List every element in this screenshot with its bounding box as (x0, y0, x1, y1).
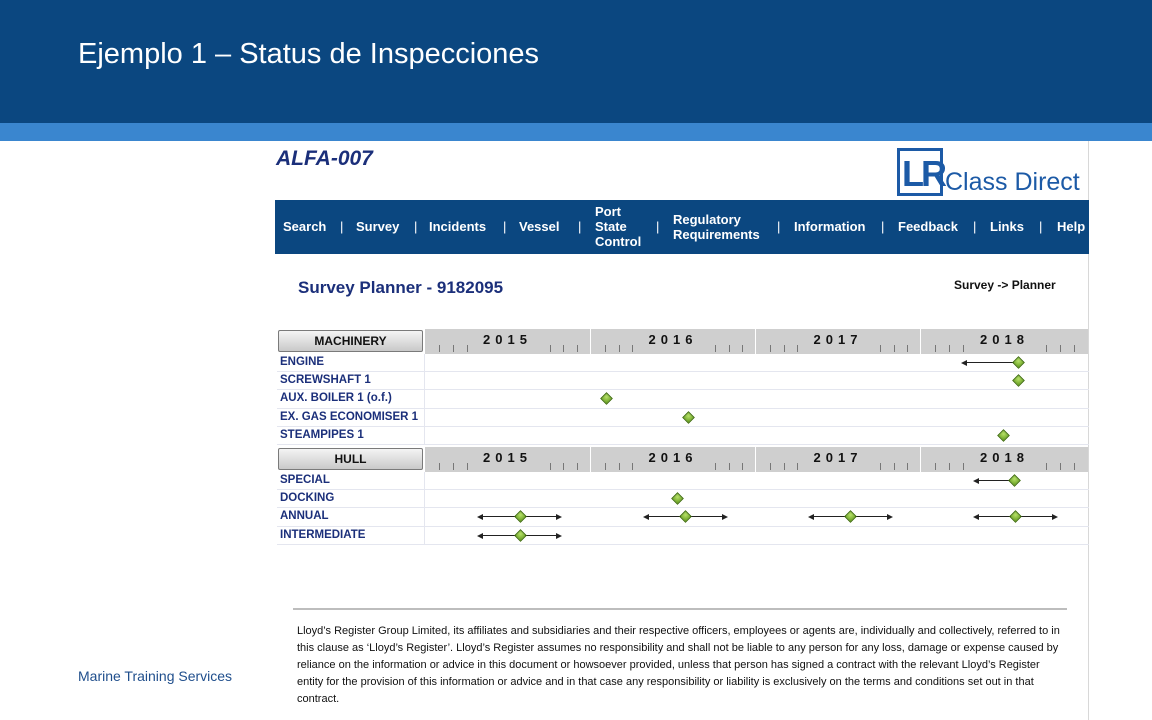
row-label[interactable]: AUX. BOILER 1 (o.f.) (280, 392, 392, 405)
range-line (977, 480, 1011, 481)
survey-due-marker[interactable] (514, 529, 527, 542)
hull-button[interactable]: HULL (278, 448, 423, 470)
row-label[interactable]: STEAMPIPES 1 (280, 428, 364, 441)
nav-separator: | (973, 219, 977, 234)
disclaimer-divider (293, 608, 1067, 610)
arrow-left-icon (808, 514, 814, 520)
range-line (965, 362, 1015, 363)
arrow-right-icon (722, 514, 728, 520)
month-tick (894, 345, 895, 352)
year-label: 2015 (483, 332, 532, 347)
month-tick (935, 345, 936, 352)
arrow-right-icon (556, 533, 562, 539)
planner-row-aux-boiler (277, 390, 1089, 408)
nav-separator: | (414, 219, 418, 234)
month-tick (605, 463, 606, 470)
machinery-button[interactable]: MACHINERY (278, 330, 423, 352)
month-tick (880, 463, 881, 470)
year-2015 (425, 329, 591, 354)
month-tick (632, 345, 633, 352)
month-tick (467, 345, 468, 352)
nav-help[interactable]: Help (1057, 219, 1086, 234)
year-2016 (591, 447, 756, 472)
lr-logo-icon (897, 148, 943, 196)
month-tick (632, 463, 633, 470)
nav-information[interactable]: Information (794, 219, 866, 234)
month-tick (880, 345, 881, 352)
month-tick (742, 463, 743, 470)
row-label[interactable]: EX. GAS ECONOMISER 1 (280, 410, 419, 423)
month-tick (467, 463, 468, 470)
nav-vessel[interactable]: Vessel (519, 219, 560, 234)
month-tick (619, 345, 620, 352)
section-header (277, 329, 1089, 354)
month-tick (770, 463, 771, 470)
month-tick (784, 345, 785, 352)
year-strip (425, 447, 1088, 472)
month-tick (577, 345, 578, 352)
survey-due-marker[interactable] (1012, 374, 1025, 387)
arrow-left-icon (643, 514, 649, 520)
slide-footer: Marine Training Services (78, 668, 233, 684)
slide-stripe (0, 123, 1152, 141)
arrow-right-icon (1052, 514, 1058, 520)
breadcrumb: Survey -> Planner (954, 278, 1056, 292)
row-label[interactable]: ENGINE (280, 356, 325, 368)
survey-due-marker[interactable] (671, 492, 684, 505)
month-tick (963, 463, 964, 470)
arrow-left-icon (961, 360, 967, 366)
year-label: 2018 (980, 450, 1029, 465)
month-tick (949, 345, 950, 352)
month-tick (453, 463, 454, 470)
nav-separator: | (578, 219, 582, 234)
planner-row-engine (277, 354, 1089, 372)
month-tick (1060, 463, 1061, 470)
month-tick (797, 345, 798, 352)
survey-due-marker[interactable] (1012, 356, 1025, 369)
row-label[interactable]: ANNUAL (280, 510, 329, 523)
month-tick (1074, 345, 1075, 352)
section-header (277, 447, 1089, 472)
nav-regulatory-requirements[interactable]: Regulatory Requirements (673, 212, 760, 242)
row-label[interactable]: DOCKING (280, 492, 335, 505)
month-tick (1046, 345, 1047, 352)
nav-survey[interactable]: Survey (356, 219, 400, 234)
planner-row-annual (277, 508, 1089, 526)
disclaimer-text: Lloyd’s Register Group Limited, its affiliates and subsidiaries and their respective officers, employees or agents are, individually and collectively, referred to in this clause as ‘Lloyd’s Register’. Lloyd’s Register assumes no responsibility and shall not be liable to any person for any loss, damage or expense caused by reliance on the information or advice in this document or howsoever provided, unless that person has signed a contract with the relevant Lloyd’s Register entity for the provision of this information or advice and in that case any responsibility or liability is exclusively on the terms and conditions set out in that contract. (297, 625, 1060, 705)
survey-due-marker[interactable] (600, 393, 613, 406)
nav-separator: | (656, 219, 660, 234)
year-2017 (756, 329, 921, 354)
vessel-name: ALFA-007 (276, 147, 373, 170)
lr-class-direct-logo[interactable] (897, 148, 1087, 198)
nav-separator: | (340, 219, 344, 234)
month-tick (715, 463, 716, 470)
arrow-left-icon (973, 514, 979, 520)
main-nav (275, 200, 1089, 254)
arrow-left-icon (973, 478, 979, 484)
year-label: 2016 (648, 450, 698, 465)
nav-feedback[interactable]: Feedback (898, 219, 958, 234)
month-tick (619, 463, 620, 470)
survey-due-marker[interactable] (1009, 511, 1022, 524)
month-tick (577, 463, 578, 470)
planner-title: Survey Planner - 9182095 (298, 278, 504, 297)
year-label: 2017 (813, 450, 863, 465)
survey-due-marker[interactable] (844, 511, 857, 524)
planner-row-steampipes (277, 427, 1089, 445)
month-tick (935, 463, 936, 470)
year-2015 (425, 447, 591, 472)
logo-letters: LR (902, 153, 944, 194)
survey-due-marker[interactable] (682, 411, 695, 424)
survey-due-marker[interactable] (679, 511, 692, 524)
month-tick (550, 345, 551, 352)
arrow-right-icon (556, 514, 562, 520)
year-label: 2018 (980, 332, 1029, 347)
survey-due-marker[interactable] (514, 511, 527, 524)
month-tick (729, 345, 730, 352)
year-2016 (591, 329, 756, 354)
nav-separator: | (881, 219, 885, 234)
planner-row-ex-gas-economiser (277, 409, 1089, 427)
month-tick (715, 345, 716, 352)
year-2018 (921, 447, 1088, 472)
logo-text: Class Direct (945, 168, 1080, 196)
month-tick (784, 463, 785, 470)
month-tick (1074, 463, 1075, 470)
nav-separator: | (503, 219, 507, 234)
nav-separator: | (777, 219, 781, 234)
year-2018 (921, 329, 1088, 354)
month-tick (439, 463, 440, 470)
month-tick (729, 463, 730, 470)
row-label[interactable]: INTERMEDIATE (280, 528, 366, 541)
arrow-right-icon (887, 514, 893, 520)
nav-incidents[interactable]: Incidents (429, 219, 487, 234)
month-tick (1046, 463, 1047, 470)
class-direct-panel (273, 141, 1089, 720)
month-tick (563, 463, 564, 470)
survey-due-marker[interactable] (997, 429, 1010, 442)
month-tick (439, 345, 440, 352)
month-tick (605, 345, 606, 352)
nav-port-state-control[interactable]: Port State Control (595, 204, 642, 249)
arrow-left-icon (477, 514, 483, 520)
month-tick (563, 345, 564, 352)
year-label: 2015 (483, 450, 532, 465)
month-tick (1060, 345, 1061, 352)
planner-row-intermediate (277, 527, 1089, 545)
month-tick (453, 345, 454, 352)
month-tick (907, 463, 908, 470)
planner-row-docking (277, 490, 1089, 508)
planner-row-special (277, 472, 1089, 490)
month-tick (907, 345, 908, 352)
row-label[interactable]: SPECIAL (280, 474, 330, 486)
nav-links[interactable]: Links (990, 219, 1024, 234)
arrow-left-icon (477, 533, 483, 539)
month-tick (963, 345, 964, 352)
month-tick (742, 345, 743, 352)
year-2017 (756, 447, 921, 472)
year-strip (425, 329, 1088, 354)
month-tick (797, 463, 798, 470)
nav-separator: | (1039, 219, 1043, 234)
survey-due-marker[interactable] (1008, 474, 1021, 487)
planner-row-screwshaft (277, 372, 1089, 390)
year-label: 2016 (648, 332, 698, 347)
slide-title: Ejemplo 1 – Status de Inspecciones (78, 38, 540, 70)
month-tick (550, 463, 551, 470)
month-tick (894, 463, 895, 470)
month-tick (949, 463, 950, 470)
month-tick (770, 345, 771, 352)
nav-search[interactable]: Search (283, 219, 327, 234)
row-label[interactable]: SCREWSHAFT 1 (280, 374, 371, 387)
year-label: 2017 (813, 332, 863, 347)
